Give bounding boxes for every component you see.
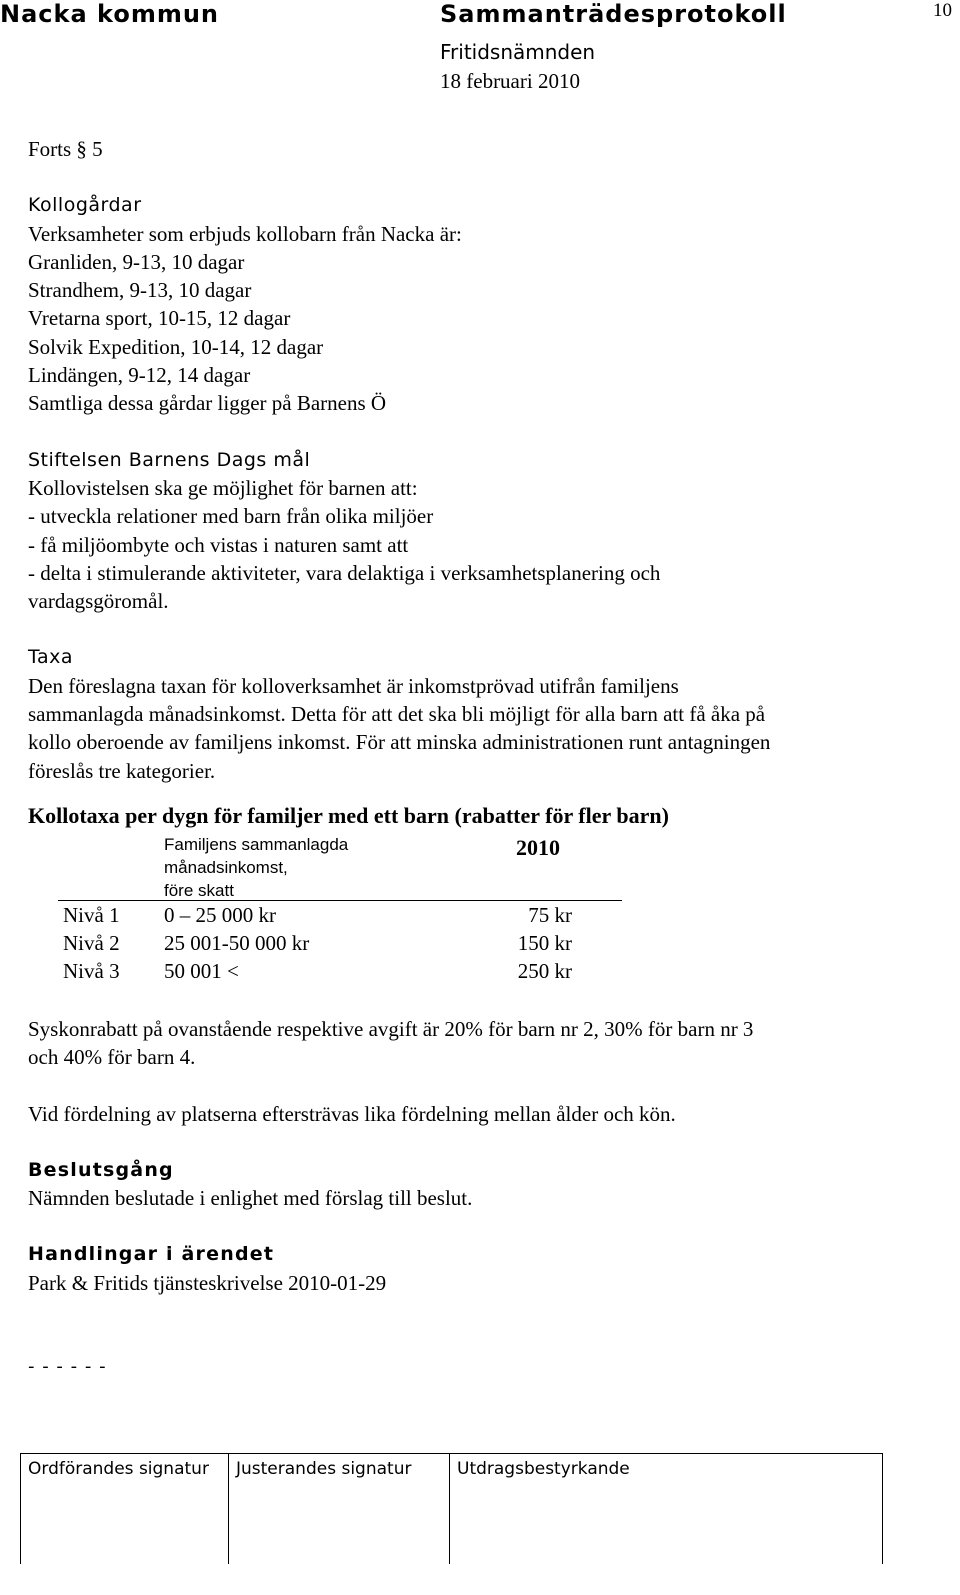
document-body-continued (28, 1015, 928, 1381)
taxa-heading: Taxa (28, 646, 73, 669)
kollogardar-line: Solvik Expedition, 10-14, 12 dagar (28, 334, 324, 359)
fee-cell: 250 kr (517, 959, 572, 983)
beslutsgang-heading: Beslutsgång (28, 1158, 174, 1181)
kollogardar-line: Lindängen, 9-12, 14 dagar (28, 363, 251, 388)
section-continuation: Forts § 5 (28, 137, 103, 161)
page-number: 10 (933, 0, 952, 21)
fordelning-text: Vid fördelning av platserna eftersträvas lika fördelning mellan ålder och kön. (28, 1101, 676, 1126)
stiftelsen-line: vardagsgöromål. (28, 589, 169, 614)
income-header-line: före skatt (164, 881, 234, 900)
level-cell: Nivå 2 (63, 931, 120, 955)
table-row (0, 959, 960, 987)
level-cell: Nivå 1 (63, 903, 120, 927)
meeting-date: 18 februari 2010 (440, 69, 580, 93)
justerande-signature-label: Justerandes signatur (236, 1459, 412, 1479)
stiftelsen-line: Kollovistelsen ska ge möjlighet för barnen att: (28, 475, 418, 500)
stiftelsen-line: - delta i stimulerande aktiviteter, vara delaktiga i verksamhetsplanering och (28, 560, 661, 585)
taxa-line: sammanlagda månadsinkomst. Detta för att det ska bli möjligt för alla barn att få åka på (28, 702, 766, 727)
level-cell: Nivå 3 (63, 959, 120, 983)
fee-table-year-header: 2010 (516, 835, 560, 860)
org-name: Nacka kommun (0, 0, 220, 28)
taxa-line: föreslås tre kategorier. (28, 758, 216, 783)
kollogardar-line: Granliden, 9-13, 10 dagar (28, 249, 245, 274)
end-dashes: - - - - - - (28, 1356, 107, 1378)
stiftelsen-line: - få miljöombyte och vistas i naturen samt att (28, 532, 409, 557)
taxa-line: Den föreslagna taxan för kolloverksamhet är inkomstprövad utifrån familjens (28, 673, 679, 698)
fee-cell: 75 kr (528, 903, 572, 927)
kollogardar-line: Verksamheter som erbjuds kollobarn från Nacka är: (28, 221, 462, 246)
beslutsgang-text: Nämnden beslutade i enlighet med förslag till beslut. (28, 1186, 473, 1211)
kollogardar-line: Vretarna sport, 10-15, 12 dagar (28, 306, 291, 331)
table-row (0, 931, 960, 959)
committee-name: Fritidsnämnden (440, 40, 596, 64)
syskonrabatt-line: Syskonrabatt på ovanstående respektive avgift är 20% för barn nr 2, 30% för barn nr 3 (28, 1017, 754, 1041)
handlingar-text: Park & Fritids tjänsteskrivelse 2010-01-29 (28, 1270, 387, 1295)
fee-table-income-header (164, 833, 348, 902)
handlingar-heading: Handlingar i ärendet (28, 1243, 275, 1266)
income-header-line: Familjens sammanlagda (164, 835, 349, 854)
ordforande-signature-label: Ordförandes signatur (28, 1459, 209, 1479)
document-type: Sammanträdesprotokoll (440, 0, 787, 28)
income-cell: 50 001 < (164, 959, 239, 983)
utdragsbestyrkande-label: Utdragsbestyrkande (457, 1459, 630, 1479)
income-header-line: månadsinkomst, (164, 858, 288, 877)
kollogardar-line: Samtliga dessa gårdar ligger på Barnens Ö (28, 391, 387, 416)
stiftelsen-heading: Stiftelsen Barnens Dags mål (28, 448, 311, 471)
stiftelsen-line: - utveckla relationer med barn från olika miljöer (28, 504, 434, 529)
syskonrabatt-line: och 40% för barn 4. (28, 1045, 196, 1070)
income-cell: 0 – 25 000 kr (164, 903, 276, 927)
fee-cell: 150 kr (517, 931, 572, 955)
fee-table-divider (58, 900, 622, 901)
income-cell: 25 001-50 000 kr (164, 931, 310, 955)
kollogardar-heading: Kollogårdar (28, 194, 142, 217)
kollogardar-line: Strandhem, 9-13, 10 dagar (28, 278, 252, 303)
taxa-line: kollo oberoende av familjens inkomst. För att minska administrationen runt antagningen (28, 730, 771, 755)
table-row (0, 903, 960, 931)
document-body (28, 135, 928, 785)
fee-table-title: Kollotaxa per dygn för familjer med ett barn (rabatter för fler barn) (28, 803, 669, 828)
